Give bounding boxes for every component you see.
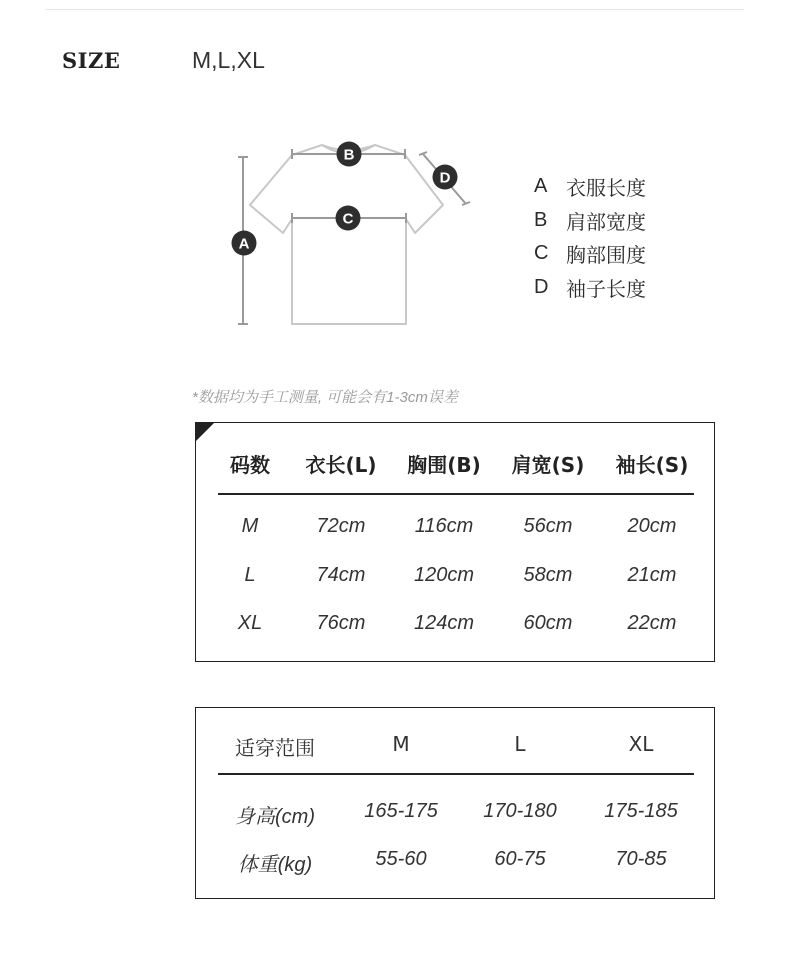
size-table-cell: 72cm [316,515,366,537]
size-table-cell: 116cm [414,515,474,537]
legend-item-b [534,204,646,238]
fit-table-header: M [392,732,410,756]
legend-item-d [534,271,646,305]
svg-text:B: B [343,146,355,164]
measurement-note: *数据均为手工测量, 可能会有1-3cm误差 [192,389,458,406]
tshirt-outline [250,145,443,324]
size-table-header: 袖长(S) [615,453,689,477]
legend-text: 袖子长度 [566,276,646,301]
marker-a [232,231,257,256]
legend-item-c [534,237,646,271]
size-table-header: 肩宽(S) [511,453,585,477]
size-table-cell: 60cm [523,612,573,634]
size-table-cell: 56cm [523,515,573,537]
size-table-cell: 76cm [316,612,366,634]
fit-table-header: XL [628,732,654,756]
available-sizes: M,L,XL [192,47,265,73]
fit-table-cell: 175-185 [604,800,678,822]
size-table-cell: 20cm [627,515,677,537]
corner-decoration [196,423,214,441]
svg-text:C: C [342,210,354,228]
legend-text: 肩部宽度 [566,209,646,234]
size-table-header: 胸围(B) [407,453,481,477]
marker-d [433,165,458,190]
legend-text: 胸部围度 [566,243,646,268]
size-table-cell: 120cm [413,564,475,586]
fit-table-cell: 体重(kg) [237,854,313,876]
fit-table-header-rule [218,773,694,775]
fit-table-cell: 55-60 [375,848,427,870]
size-table-cell: XL [237,612,263,634]
size-table [195,422,715,662]
legend-item-a [534,170,646,204]
fit-table-cell: 60-75 [494,848,546,870]
fit-table-cell: 70-85 [615,848,667,870]
legend-letter: C [534,242,549,265]
size-table-header-rule [218,493,694,495]
fit-table-cell: 身高(cm) [235,806,315,828]
size-table-cell: 21cm [627,564,677,586]
size-table-cell: 58cm [523,564,573,586]
size-table-cell: 74cm [316,564,366,586]
tshirt-diagram [225,135,485,335]
marker-c [336,206,361,231]
size-table-cell: M [241,515,259,537]
fit-table-header: 适穿范围 [235,736,315,760]
size-table-cell: 124cm [413,612,475,634]
legend-letter: A [534,175,548,198]
size-table-header: 码数 [230,453,270,477]
fit-table-header: L [514,732,526,756]
marker-b [337,142,362,167]
size-table-header: 衣长(L) [305,453,377,477]
legend-text: 衣服长度 [566,176,646,201]
fit-table-cell: 165-175 [364,800,438,822]
legend-letter: B [534,208,548,231]
fit-table-cell: 170-180 [483,800,557,822]
svg-text:D: D [439,169,451,187]
svg-text:A: A [238,235,250,253]
top-divider [46,9,744,10]
size-heading: SIZE [62,48,121,73]
size-table-cell: L [244,564,256,586]
legend-letter: D [534,275,549,298]
measurement-legend [534,170,646,304]
size-table-cell: 22cm [627,612,677,634]
fit-range-table [195,707,715,899]
